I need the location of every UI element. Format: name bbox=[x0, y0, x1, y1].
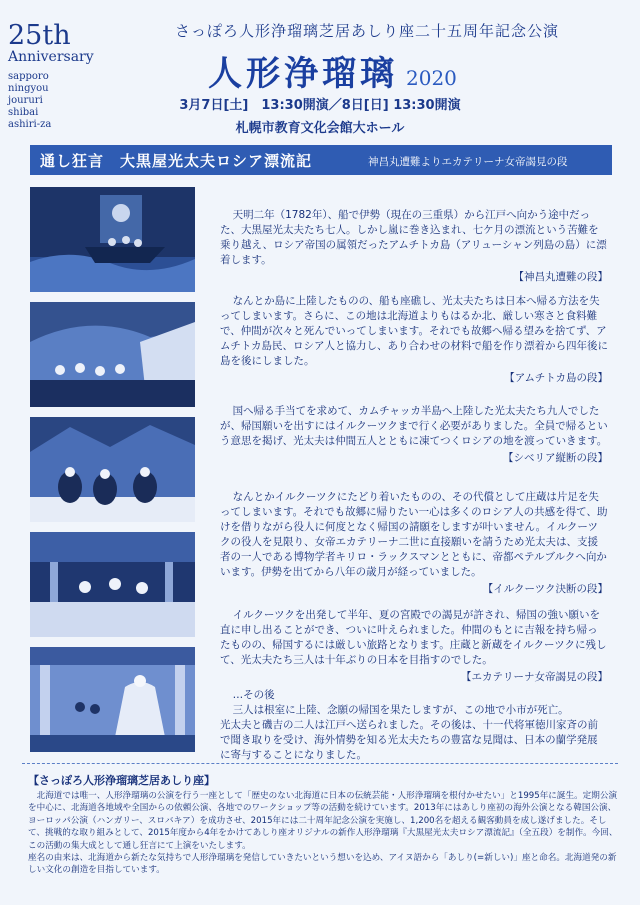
troupe-info bbox=[22, 763, 618, 892]
venue: 札幌市教育文化会館大ホール bbox=[235, 121, 405, 136]
stage-photo-empress bbox=[30, 647, 195, 752]
story-section-1 bbox=[220, 208, 608, 285]
performance-dates: 3月7日[土] 13:30開演／8日[日] 13:30開演 bbox=[179, 98, 461, 113]
roman-line: sapporo bbox=[8, 71, 49, 82]
stage-photo-irkutsk bbox=[30, 532, 195, 637]
section-text: なんとかイルクーツクにたどり着いたものの、その代償として庄蔵は片足を失ってしまいます。それでも故郷に帰りたい一心は多くのロシア人の共感を得て、助けを借りながら役人に何度となく帰国の請願をしますが叶いません。イルクーツクの役人を見限り、女帝エカテリーナ二世に直接願いを請うため光太夫は、支援者の一人である博物学者キリロ・ラックスマンとともに、帝都ペテルブルクへ向かいます。伊勢を出てから八年の歳月が経っていました。 bbox=[220, 491, 608, 578]
epilogue-line: 三人は根室に上陸、念願の帰国を果たしますが、この地で小市が死亡。 bbox=[232, 704, 569, 716]
story-section-epilogue bbox=[220, 688, 608, 763]
anniversary-number: 25th bbox=[8, 20, 71, 51]
title-text: 人形浄瑠璃 bbox=[208, 54, 398, 94]
troupe-paragraph: 北海道では唯一、人形浄瑠璃の公演を行う一座として「歴史のない北海道に日本の伝統芸能・人形浄瑠璃を根付かせたい」と1995年に誕生。定期公演を中心に、北海道各地域や全国からの依頼公演、各地でのワークショップ等の活動を続けています。2013年にはあしり座初の海外公演となる韓国公演、ヨーロッパ公演（ハンガリー、スロバキア）を成功させ、2015年には二十周年記念公演を実施し、1,200名を超える観客動員を成し遂げました。そして、挑戦的な取り組みとして、2015年度から4年をかけてあしり座オリジナルの新作人形浄瑠璃『大黒屋光太夫ロシア漂流記』（全五段）を制作。今回、この活動の集大成として通し狂言にて上演をいたします。 bbox=[28, 791, 618, 851]
program-scenes: 神昌丸遭難よりエカテリーナ女帝謁見の段 bbox=[368, 156, 568, 168]
section-text: 国へ帰る手当てを求めて、カムチャッカ半島へ上陸した光太夫たち九人でしたが、帰国願いを出すにはイルクーツクまで行く必要がありました。全員で帰るという意思を掲げ、光太夫は仲間五人とともに凍てつくロシアの地を渡っていきます。 bbox=[220, 405, 608, 447]
section-caption: 【シベリア縦断の段】 bbox=[503, 452, 608, 464]
event-title bbox=[208, 46, 457, 95]
story-section-5 bbox=[220, 608, 608, 685]
section-text: なんとか島に上陸したものの、船も座礁し、光太夫たちは日本へ帰る方法を失ってしまいます。さらに、この地は北海道よりもはるか北、厳しい寒さと食料難で、仲間が次々と死んでいってしまいます。それでも故郷へ帰る望みを捨てず、アムチトカ島民、ロシア人と協力し、あり合わせの材料で船を作り漂着から四年後に島を後にしました。 bbox=[220, 295, 608, 367]
roman-line: ningyou bbox=[8, 83, 49, 94]
stage-photo-ship bbox=[30, 187, 195, 292]
section-text: 天明二年（1782年）、船で伊勢（現在の三重県）から江戸へ向かう途中だった、大黒屋光太夫たち七人。しかし嵐に巻き込まれ、七ケ月の漂流という苦難を乗り越え、ロシア帝国の属領だったアムチトカ島（アリューシャン列島の島）に漂着します。 bbox=[220, 209, 607, 266]
title-year: 2020 bbox=[406, 66, 457, 90]
troupe-paragraph: 座名の由来は、北海道から新たな気持ちで人形浄瑠璃を発信していきたいという想いを込め、アイヌ語から「あしり(=新しい)」座と命名。北海道発の新しい文化の創造を目指しています。 bbox=[28, 853, 617, 876]
story-section-2 bbox=[220, 294, 608, 386]
program-banner bbox=[30, 145, 612, 175]
troupe-description bbox=[28, 790, 618, 877]
section-caption: 【神昌丸遭難の段】 bbox=[513, 271, 608, 283]
section-caption: 【イルクーツク決断の段】 bbox=[482, 583, 608, 595]
story-section-4 bbox=[220, 490, 608, 597]
program-title: 通し狂言 大黒屋光太夫ロシア漂流記 bbox=[40, 152, 313, 170]
section-caption: 【アムチトカ島の段】 bbox=[504, 372, 608, 384]
epilogue-heading: …その後 bbox=[232, 689, 275, 701]
stage-photo-siberia bbox=[30, 417, 195, 522]
troupe-title: 【さっぽろ人形浄瑠璃芝居あしり座】 bbox=[28, 774, 215, 787]
roman-line: joururi bbox=[8, 95, 43, 106]
anniversary-badge bbox=[8, 22, 128, 131]
roman-line: shibai bbox=[8, 107, 39, 118]
anniversary-word: Anniversary bbox=[8, 49, 94, 65]
section-text: イルクーツクを出発して半年、夏の宮殿での謁見が許され、帰国の強い願いを直に申し出ることができ、ついに叶えられました。仲間のもとに吉報を持ち帰ったものの、帰国するには厳しい旅路となります。庄蔵と新蔵をイルクーツクに残して、光太夫たち三人は十年ぶりの日本を目指すのでした。 bbox=[220, 609, 607, 666]
stage-photo-island bbox=[30, 302, 195, 407]
roman-line: ashiri-za bbox=[8, 119, 52, 130]
event-subtitle: さっぽろ人形浄瑠璃芝居あしり座二十五周年記念公演 bbox=[174, 22, 559, 40]
section-caption: 【エカテリーナ女帝謁見の段】 bbox=[461, 671, 608, 683]
story-section-3 bbox=[220, 404, 608, 466]
epilogue-line: 光太夫と磯吉の二人は江戸へ送られました。その後は、十一代将軍徳川家斉の前で聞き取りを受け、海外情勢を知る光太夫たちの豊富な見聞は、日本の蘭学発展に寄与することになりました。 bbox=[220, 719, 598, 761]
